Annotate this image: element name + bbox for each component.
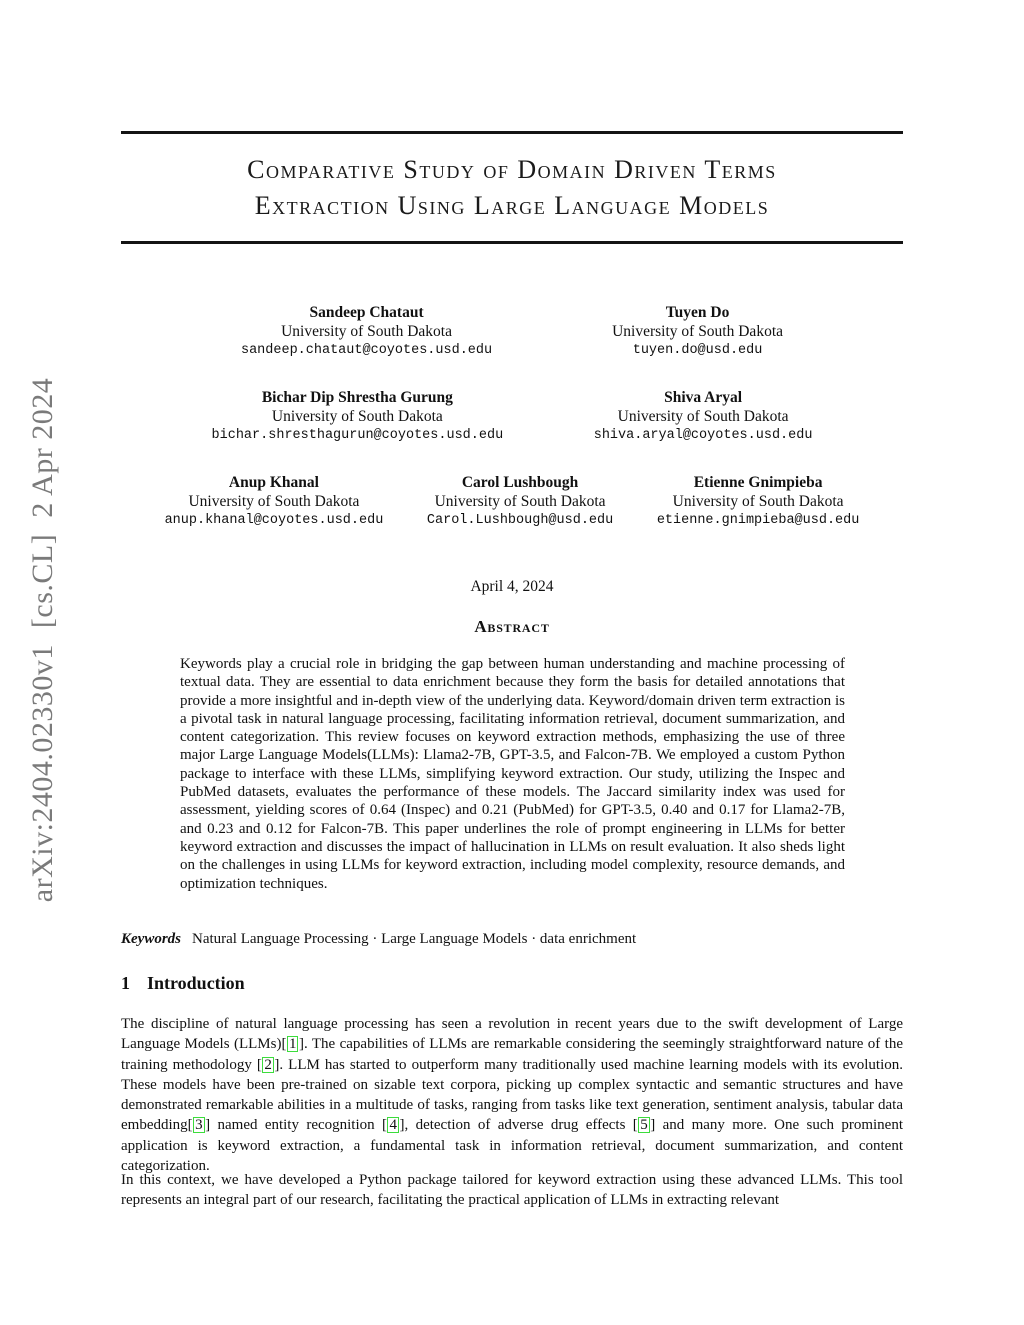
- author-name: Anup Khanal: [228, 474, 319, 491]
- author-name: Carol Lushbough: [461, 474, 579, 491]
- author-affiliation: University of South Dakota: [188, 493, 360, 510]
- author-card: [594, 388, 813, 446]
- author-card: [241, 303, 492, 361]
- author-card: [427, 473, 613, 531]
- abstract-heading: Abstract: [474, 617, 550, 636]
- author-affiliation: University of South Dakota: [434, 493, 606, 510]
- arxiv-stamp: arXiv:2404.02330v1 [cs.CL] 2 Apr 2024: [26, 377, 59, 903]
- paper-date: April 4, 2024: [470, 578, 554, 595]
- author-email: bichar.shresthagurun@coyotes.usd.edu: [211, 428, 504, 443]
- author-name: Etienne Gnimpieba: [693, 474, 823, 491]
- section-number: 1: [121, 973, 130, 993]
- citation-link[interactable]: 2: [264, 1056, 272, 1073]
- author-row: [121, 303, 903, 361]
- citation-link[interactable]: 4: [389, 1117, 397, 1134]
- author-email: shiva.aryal@coyotes.usd.edu: [593, 428, 813, 443]
- paper-content: [121, 0, 903, 1325]
- author-email: sandeep.chataut@coyotes.usd.edu: [240, 343, 493, 358]
- keywords-line: [121, 931, 903, 948]
- author-name: Shiva Aryal: [664, 389, 743, 406]
- abstract-text: Keywords play a crucial role in bridging the gap between human understanding and machine processing of textual data. They are essential to data enrichment because they form the basis for detailed annotations that provide a more insightful and in-depth view of the underlying data. Keyword/domain driven term extraction is a pivotal task in natural language processing, facilitating information retrieval, document summarization, and content categorization. This review focuses on keyword extraction methods, emphasizing the use of three major Large Language Models(LLMs): Llama2-7B, GPT-3.5, and Falcon-7B. We employed a custom Python package to interface with these LLMs, simplifying keyword extraction. Our study, utilizing the Inspec and PubMed datasets, evaluates the performance of these models. The Jaccard similarity index was used for assessment, yielding scores of 0.64 (Inspec) and 0.21 (PubMed) for GPT-3.5, 0.40 and 0.17 for Llama2-7B, and 0.23 and 0.12 for Falcon-7B. This paper underlines the role of prompt engineering in LLMs for better keyword extraction and discusses the impact of hallucination in LLMs on result evaluation. It also sheds light on the challenges in using LLMs for keyword extraction, including model complexity, resource demands, and optimization techniques.: [180, 656, 845, 892]
- citation-link[interactable]: 1: [288, 1036, 297, 1053]
- intro-paragraph-2: In this context, we have developed a Python package tailored for keyword extraction using these advanced LLMs. This tool represents an integral part of our research, facilitating the practical application of LLMs in extracting relevant: [121, 1172, 903, 1209]
- author-affiliation: University of South Dakota: [281, 323, 452, 340]
- paper-title: [121, 152, 903, 224]
- author-name: Bichar Dip Shrestha Gurung: [261, 389, 453, 406]
- author-affiliation: University of South Dakota: [672, 493, 844, 510]
- author-name: Tuyen Do: [665, 304, 730, 321]
- author-block: [121, 303, 903, 558]
- author-card: [657, 473, 860, 531]
- author-card: [165, 473, 384, 531]
- paper-title-line2: Extraction Using Large Language Models: [254, 191, 770, 220]
- intro-paragraph-1: The discipline of natural language processing has seen a revolution in recent years due to the swift development of Large Language Models (LLMs)[ 1 ]. The capabilities of LLMs are remarkable considering the seemingly straightforward nature of the training methodology [ 2 ]. LLM has started to outperform many traditionally used machine learning models with its evolution. These models have been pre-trained on sizable text corpora, picking up complex syntactic and semantic structures and have demonstrated remarkable abilities in a multitude of tasks, ranging from tasks like text generation, sentiment analysis, tabular data embedding[ 3 ] named entity recognition [ 4 ], detection of adverse drug effects [ 5 ] and many more. One such prominent application is keyword extraction, a fundamental task in information retrieval, document summarization, and content categorization.: [121, 1016, 904, 1175]
- keywords-list: Natural Language Processing · Large Language Models · data enrichment: [192, 931, 637, 947]
- author-affiliation: University of South Dakota: [271, 408, 443, 425]
- section-title: Introduction: [147, 973, 245, 993]
- author-email: anup.khanal@coyotes.usd.edu: [164, 513, 384, 528]
- title-rule-bottom: [121, 241, 903, 244]
- keywords-label: Keywords: [121, 931, 181, 947]
- author-affiliation: University of South Dakota: [612, 323, 784, 340]
- author-email: etienne.gnimpieba@usd.edu: [656, 513, 860, 528]
- section-heading-introduction: [121, 973, 245, 994]
- citation-link[interactable]: 5: [640, 1117, 648, 1134]
- title-rule-top: [121, 131, 903, 134]
- author-card: [212, 388, 504, 446]
- author-email: tuyen.do@usd.edu: [632, 343, 763, 358]
- author-affiliation: University of South Dakota: [617, 408, 789, 425]
- author-row: [121, 473, 903, 531]
- author-name: Sandeep Chataut: [309, 304, 424, 321]
- paper-title-line1: Comparative Study of Domain Driven Terms: [247, 155, 777, 184]
- author-card: [612, 303, 783, 361]
- citation-link[interactable]: 3: [195, 1117, 203, 1134]
- author-email: Carol.Lushbough@usd.edu: [426, 513, 614, 528]
- author-row: [121, 388, 903, 446]
